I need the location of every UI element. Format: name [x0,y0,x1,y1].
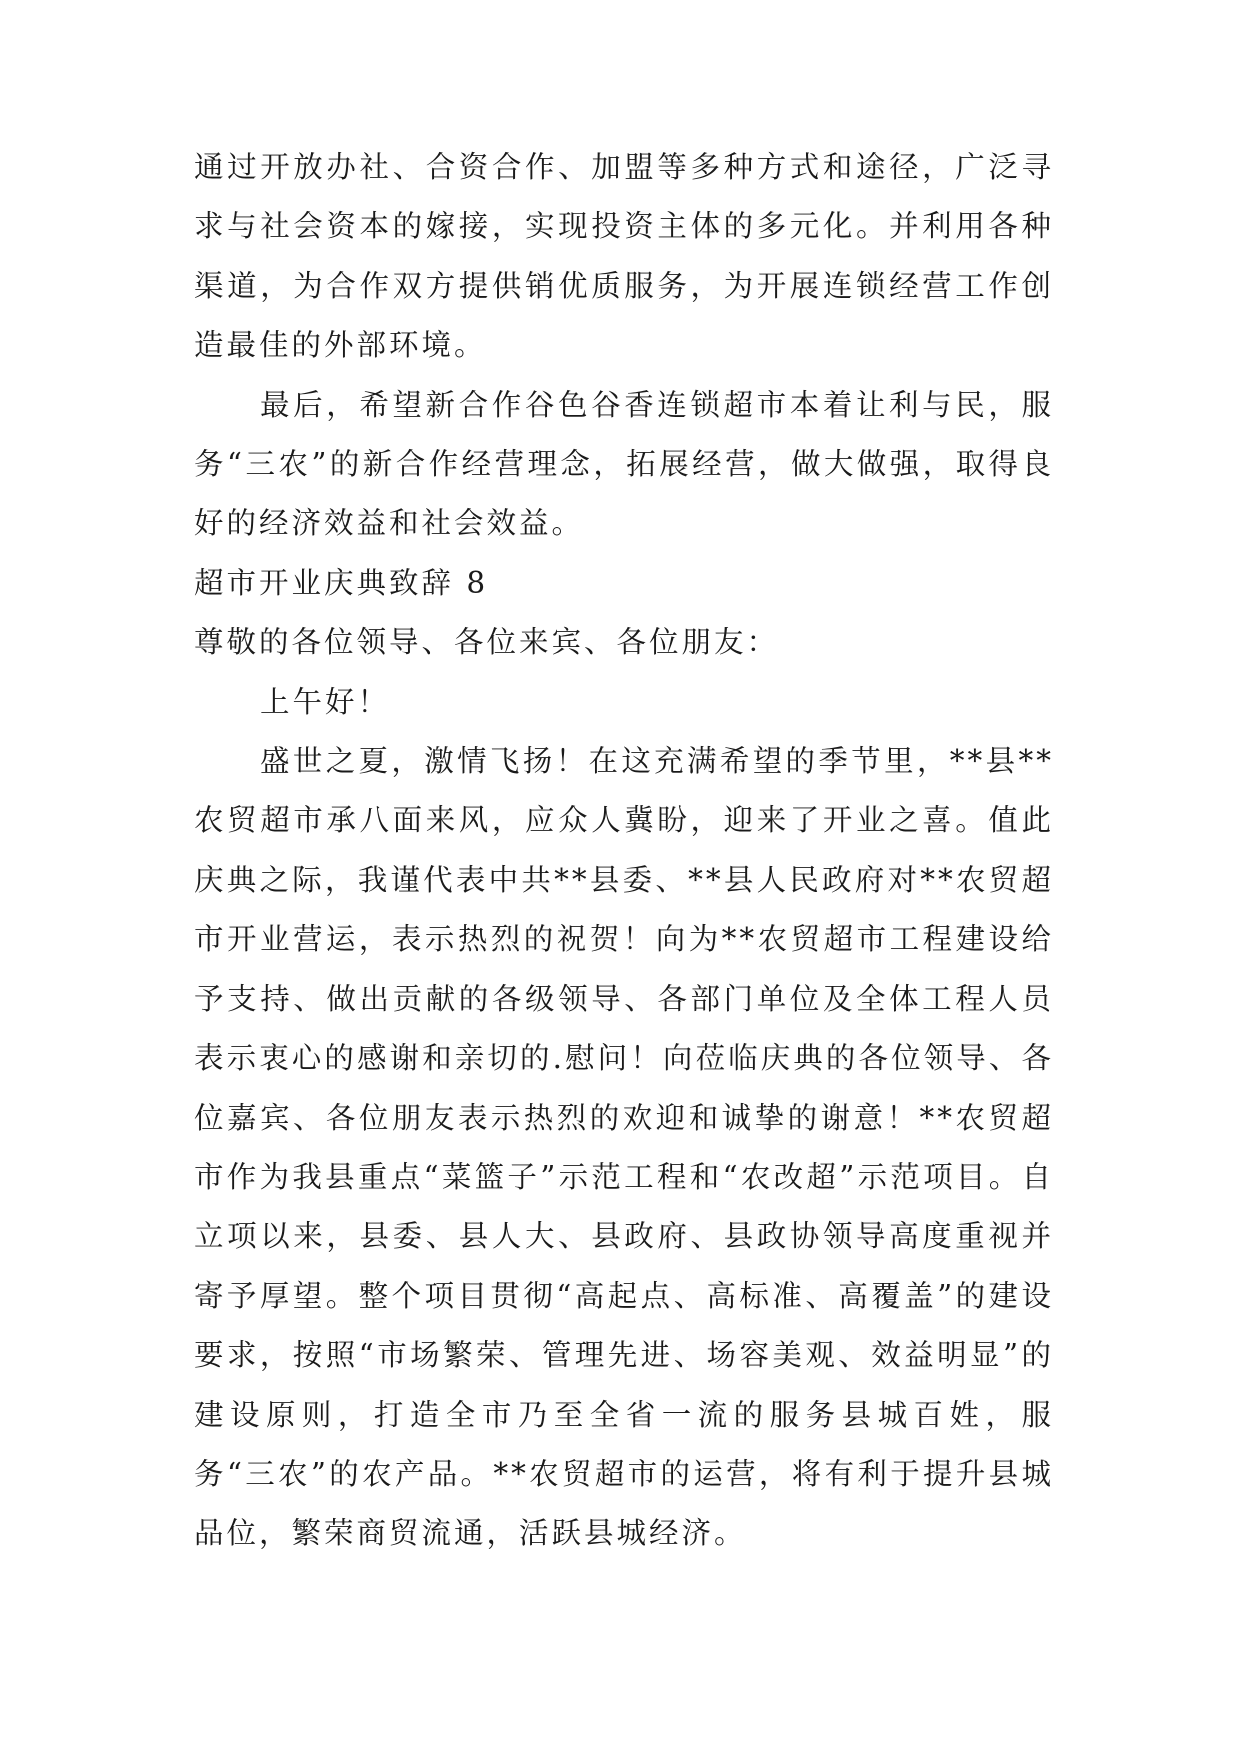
document-page [194,138,1054,1564]
paragraph-closing-wish: 最后，希望新合作谷色谷香连锁超市本着让利与民，服务“三农”的新合作经营理念，拓展经营，做大做强，取得良好的经济效益和社会效益。 [194,387,1054,541]
salutation: 尊敬的各位领导、各位来宾、各位朋友： [194,625,780,660]
section-heading: 超市开业庆典致辞 8 [194,565,489,600]
paragraph-continuation: 通过开放办社、合资合作、加盟等多种方式和途径，广泛寻求与社会资本的嫁接，实现投资主体的多元化。并利用各种渠道，为合作双方提供销优质服务，为开展连锁经营工作创造最佳的外部环境。 [194,150,1054,363]
paragraph-main-speech: 盛世之夏，激情飞扬！在这充满希望的季节里，**县**农贸超市承八面来风，应众人冀盼，迎来了开业之喜。值此庆典之际，我谨代表中共**县委、**县人民政府对**农贸超市开业营运，表示热烈的祝贺！向为**农贸超市工程建设给予支持、做出贡献的各级领导、各部门单位及全体工程人员表示衷心的感谢和亲切的.慰问！向莅临庆典的各位领导、各位嘉宾、各位朋友表示热烈的欢迎和诚挚的谢意！**农贸超市作为我县重点“菜篮子”示范工程和“农改超”示范项目。自立项以来，县委、县人大、县政府、县政协领导高度重视并寄予厚望。整个项目贯彻“高起点、高标准、高覆盖”的建设要求，按照“市场繁荣、管理先进、场容美观、效益明显”的建设原则，打造全市乃至全省一流的服务县城百姓，服务“三农”的农产品。**农贸超市的运营，将有利于提升县城品位，繁荣商贸流通，活跃县城经济。 [194,744,1054,1551]
greeting: 上午好！ [260,684,391,719]
